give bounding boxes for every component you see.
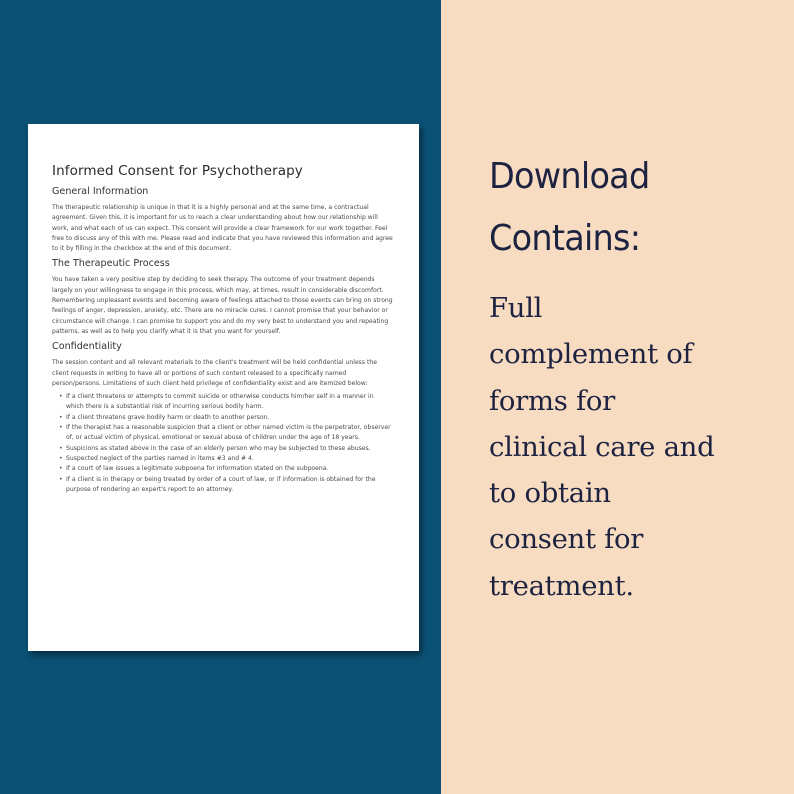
section-heading: Confidentiality <box>52 341 122 353</box>
headline-line: Contains: <box>489 218 641 259</box>
section-therapeutic-process <box>52 257 393 337</box>
headline-line: Download <box>489 156 650 197</box>
description-line: to obtain <box>489 477 611 510</box>
description-line: complement of <box>489 338 693 371</box>
document-title: Informed Consent for Psychotherapy <box>52 163 303 179</box>
list-item: • Suspected neglect of the parties named in items #3 and # 4. <box>59 454 393 464</box>
list-item: • If a client threatens grave bodily harm or death to another person. <box>59 413 393 423</box>
description-line: clinical care and <box>489 430 715 463</box>
list-item: • If a court of law issues a legitimate subpoena for information stated on the subpoena. <box>59 464 393 474</box>
section-heading: The Therapeutic Process <box>52 258 170 270</box>
list-item: • If the therapist has a reasonable suspicion that a client or other named victim is the perpetrator, observer of, or actual victim of physical, emotional or sexual abuse of children under the age of 18 years. <box>59 423 393 444</box>
list-item: • Suspicions as stated above in the case of an elderly person who may be subjected to these abuses. <box>59 444 393 454</box>
section-paragraph: The session content and all relevant materials to the client's treatment will be held confidential unless the client requests in writing to have all or portions of such content released to a specifically named person/persons. Limitations of such client held privilege of confidentiality exist and are itemized below: <box>52 359 377 387</box>
description-text <box>489 285 789 609</box>
list-item: • If a client threatens or attempts to commit suicide or otherwise conducts him/her self in a manner in which there is a substantial risk of incurring serious bodily harm. <box>59 392 393 413</box>
section-paragraph: You have taken a very positive step by deciding to seek therapy. The outcome of your treatment depends largely on your willingness to engage in this process, which may, at times, result in considerable discomfort. Remembering unpleasant events and becoming aware of feelings attached to those events can bring on strong feelings of anger, depression, anxiety, etc. There are no miracle cures. I cannot promise that your behavior or circumstance will change. I can promise to support you and do my very best to understand you and repeating patterns, as well as to help you clarify what it is that you want for yourself. <box>52 276 393 335</box>
section-general-information <box>52 185 393 254</box>
document-preview-page <box>28 124 419 651</box>
description-line: treatment. <box>489 569 634 602</box>
headline <box>489 146 649 270</box>
description-line: consent for <box>489 523 644 556</box>
section-heading: General Information <box>52 186 149 197</box>
section-paragraph: The therapeutic relationship is unique in that it is a highly personal and at the same time, a contractual agreement. Given this, it is important for us to reach a clear understanding about how our relationship will work, and what each of us can expect. This consent will provide a clear framework for our work together. Feel free to discuss any of this with me. Please read and indicate that you have reviewed this information and agree to it by filling in the checkbox at the end of this document. <box>52 204 393 253</box>
list-item: • If a client is in therapy or being treated by order of a court of law, or if information is obtained for the purpose of rendering an expert's report to an attorney. <box>59 475 393 496</box>
right-peach-panel <box>441 0 794 794</box>
description-line: Full <box>489 292 543 324</box>
confidentiality-limitations-list <box>59 392 393 495</box>
section-confidentiality <box>52 340 393 495</box>
description-line: forms for <box>489 384 615 417</box>
